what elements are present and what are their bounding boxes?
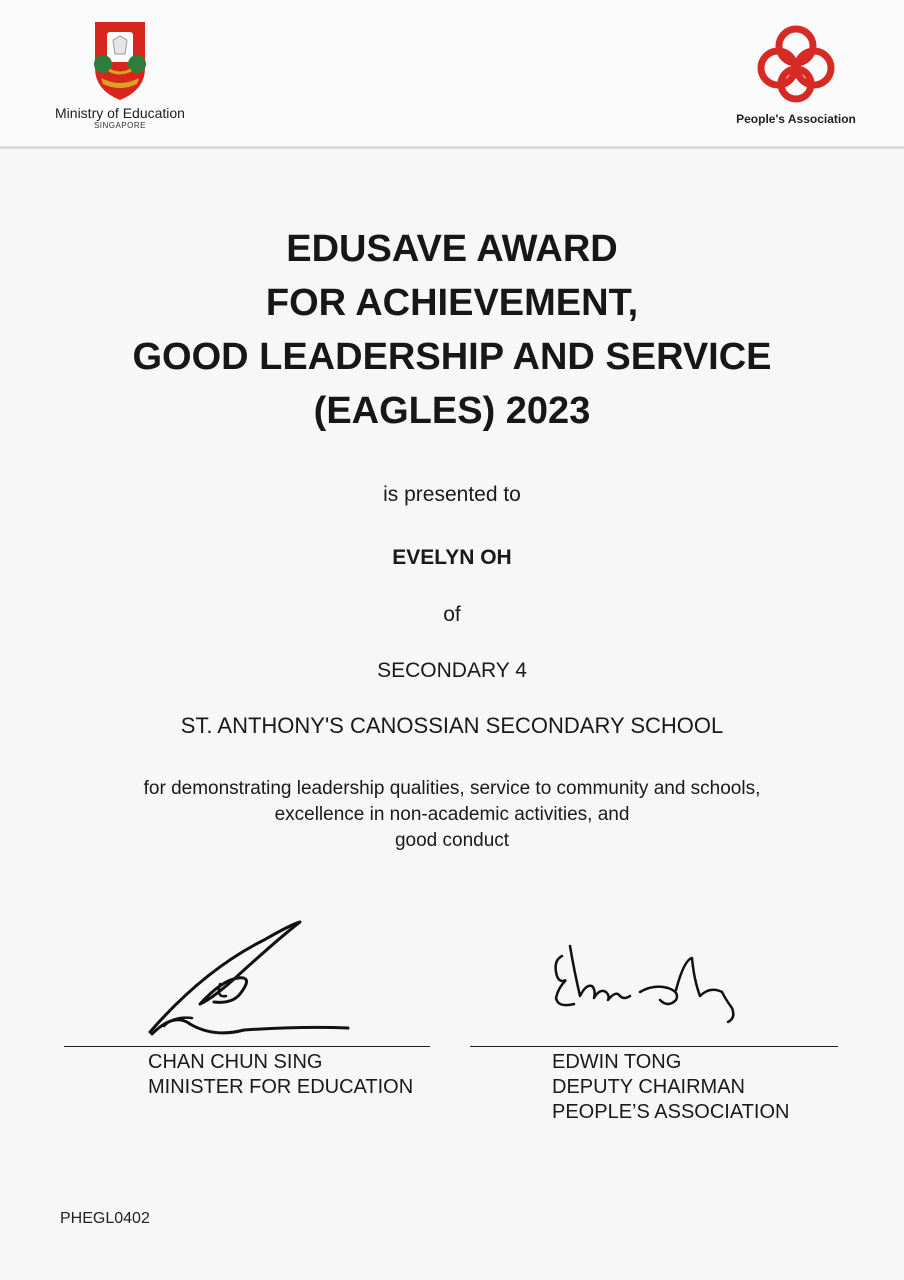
presented-to-text: is presented to	[383, 483, 521, 506]
peoples-association-knot-icon	[750, 18, 842, 110]
title-line: FOR ACHIEVEMENT,	[265, 282, 639, 324]
reason-line: good conduct	[394, 830, 510, 851]
title-line: GOOD LEADERSHIP AND SERVICE	[132, 336, 772, 378]
signatory-details	[148, 1050, 413, 1100]
reason-line: for demonstrating leadership qualities, service to community and schools,	[143, 778, 761, 799]
title-line: EDUSAVE AWARD	[286, 228, 618, 270]
handwritten-signature-right	[470, 900, 838, 1046]
recipient-name: EVELYN OH	[392, 546, 512, 569]
moe-name: Ministry of Education	[55, 105, 185, 121]
singapore-state-crest-icon	[89, 18, 151, 102]
pa-logo	[728, 18, 864, 138]
handwritten-signature-left	[64, 900, 430, 1046]
reference-code: PHEGL0402	[60, 1210, 150, 1227]
of-text: of	[443, 603, 461, 626]
school-name: ST. ANTHONY'S CANOSSIAN SECONDARY SCHOOL	[180, 713, 724, 738]
pa-name: People's Association	[736, 112, 856, 126]
moe-logo	[40, 18, 200, 143]
signatory-right	[470, 900, 838, 1130]
signatory-title: PEOPLE’S ASSOCIATION	[552, 1101, 790, 1123]
signatory-left	[64, 900, 430, 1130]
certificate-title	[40, 222, 864, 438]
student-level: SECONDARY 4	[377, 659, 527, 682]
header-divider	[0, 146, 904, 149]
signature-line	[470, 1046, 838, 1047]
moe-country: SINGAPORE	[93, 121, 147, 130]
signatory-title: DEPUTY CHAIRMAN	[552, 1076, 745, 1098]
signatory-name: EDWIN TONG	[552, 1051, 682, 1073]
signatory-name: CHAN CHUN SING	[148, 1051, 323, 1073]
signature-line	[64, 1046, 430, 1047]
signatory-title: MINISTER FOR EDUCATION	[148, 1076, 414, 1098]
title-line: (EAGLES) 2023	[313, 390, 591, 432]
reason-line: excellence in non-academic activities, and	[274, 804, 630, 825]
signatory-details	[552, 1050, 789, 1125]
award-reason	[40, 776, 864, 854]
